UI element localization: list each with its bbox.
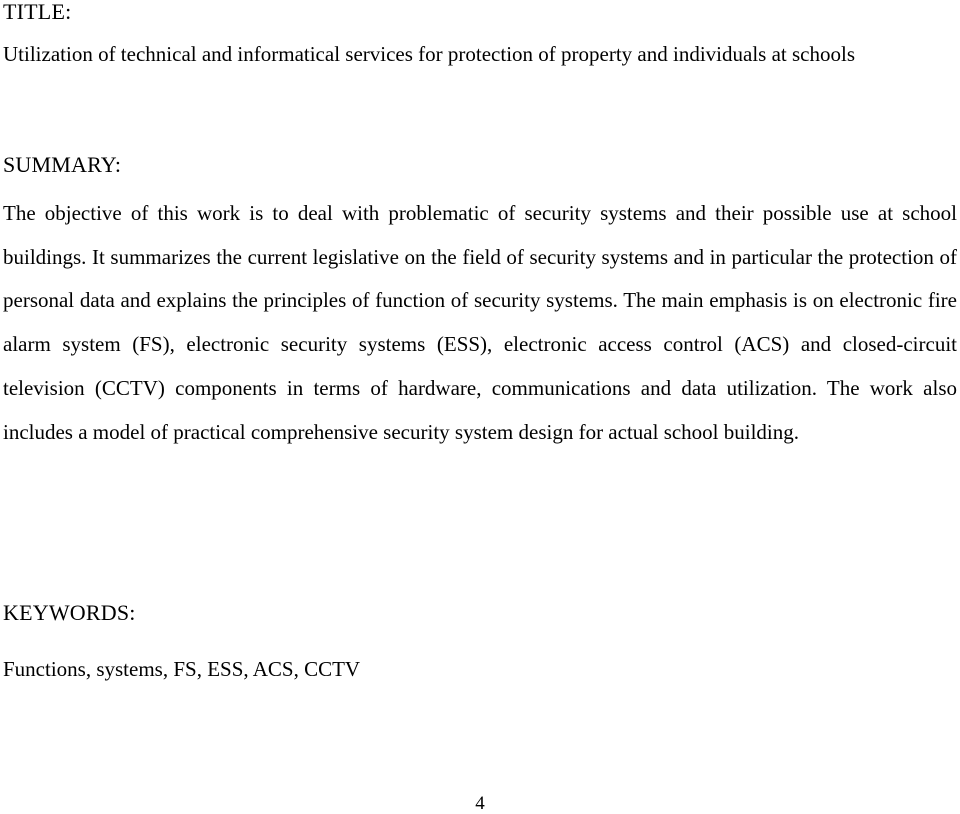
summary-text: The objective of this work is to deal with problematic of security systems and their possible use at school buildings. It summarizes the current legislative on the field of security systems and in particular the protection of personal data and explains the principles of function of security systems. The main emphasis is on electronic fire alarm system (FS), electronic security systems (ESS), electronic access control (ACS) and closed-circuit television (CCTV) components in terms of hardware, communications and data utilization. The work also includes a model of practical comprehensive security system design for actual school building. bbox=[3, 201, 957, 444]
summary-heading: SUMMARY: bbox=[3, 152, 122, 177]
page-number: 4 bbox=[475, 793, 485, 814]
title-text: Utilization of technical and informatical services for protection of property and individuals at schools bbox=[3, 42, 855, 66]
keywords-heading: KEYWORDS: bbox=[3, 600, 136, 625]
title-heading: TITLE: bbox=[3, 0, 72, 24]
keywords-text: Functions, systems, FS, ESS, ACS, CCTV bbox=[3, 657, 361, 681]
